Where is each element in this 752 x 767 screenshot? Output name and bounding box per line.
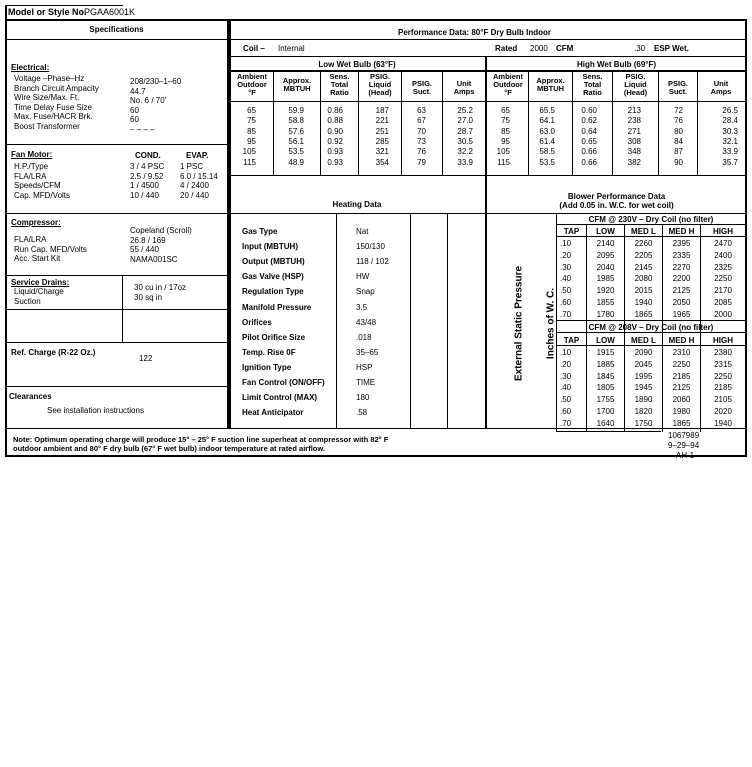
blower-col-header: MED H xyxy=(668,336,695,345)
table-cell: 382 xyxy=(627,157,641,167)
blower-cell: 1805 xyxy=(596,383,615,393)
clearances-heading: Clearances xyxy=(9,392,52,401)
heating-value: 118 / 102 xyxy=(356,257,389,267)
table-cell: 79 xyxy=(417,157,426,167)
table-cell: 221 xyxy=(375,116,389,126)
table-cell: 59.9 xyxy=(288,106,304,115)
cond-label: COND. xyxy=(135,151,161,160)
blower-cell: 2270 xyxy=(672,262,691,272)
low-col-header: Approx. MBTUH xyxy=(282,76,312,93)
table-cell: 84 xyxy=(674,136,683,146)
performance-title: Performance Data: 80°F Dry Bulb Indoor xyxy=(398,28,552,37)
table-cell: 53.5 xyxy=(288,147,304,157)
blower-cell: 1965 xyxy=(672,309,691,319)
table-cell: 0.66 xyxy=(581,157,597,167)
blower-col-header: MED H xyxy=(668,227,695,236)
heating-label: Temp. Rise 0F xyxy=(242,347,296,357)
table-cell: 58.8 xyxy=(288,116,304,126)
high-wet-bulb-title: High Wet Bulb (69°F) xyxy=(576,60,657,69)
blower-cell: .10 xyxy=(560,348,572,357)
inches-wc-label: Inches of W. C. xyxy=(545,287,557,360)
blower-cell: 1890 xyxy=(634,395,653,405)
high-col-header: PSIG. Liquid (Head) xyxy=(623,72,648,97)
clearances-text: See installation instructions xyxy=(47,406,144,415)
blower-cell: 2050 xyxy=(672,298,691,307)
blower-col-header: TAP xyxy=(563,227,580,236)
table-cell: 65 xyxy=(501,106,510,115)
blower-cell: 1945 xyxy=(634,383,653,393)
table-cell: 30.5 xyxy=(457,136,473,146)
heating-value: 150/130 xyxy=(356,242,385,252)
blower-cell: .20 xyxy=(560,359,572,369)
table-cell: 27.0 xyxy=(457,116,473,126)
blower-cell: .40 xyxy=(560,274,572,284)
blower-cell: .10 xyxy=(560,239,572,248)
blower-cell: 2250 xyxy=(672,359,691,369)
table-cell: 75 xyxy=(501,116,510,126)
table-cell: 0.88 xyxy=(327,116,343,126)
table-cell: 76 xyxy=(417,147,426,157)
heating-title: Heating Data xyxy=(332,200,382,209)
cfm-230-title: CFM @ 230V – Dry Coil (no filter) xyxy=(588,215,714,224)
heating-label: Pilot Orifice Size xyxy=(242,332,306,342)
table-cell: 348 xyxy=(627,147,641,157)
blower-col-header: LOW xyxy=(596,336,615,345)
blower-cell: 2315 xyxy=(714,359,732,369)
table-cell: 35.7 xyxy=(722,157,738,167)
high-col-header: Ambient Outdoor °F xyxy=(493,72,523,97)
blower-cell: 2085 xyxy=(714,298,732,307)
blower-cell: 2090 xyxy=(634,348,653,357)
table-cell: 75 xyxy=(247,116,256,126)
low-wet-bulb-title: Low Wet Bulb (63°F) xyxy=(318,60,396,69)
table-cell: 85 xyxy=(247,126,256,136)
blower-cell: 2170 xyxy=(714,286,732,296)
blower-cell: 2140 xyxy=(596,239,615,248)
blower-cell: .60 xyxy=(560,298,572,307)
blower-cell: 2205 xyxy=(634,250,653,260)
table-cell: 65 xyxy=(247,106,256,115)
table-cell: 0.86 xyxy=(327,106,343,115)
table-cell: 0.93 xyxy=(327,147,343,157)
heating-value: HSP xyxy=(356,362,373,372)
table-cell: 48.9 xyxy=(288,157,304,167)
blower-cell: 2380 xyxy=(714,348,732,357)
blower-cell: 2250 xyxy=(714,274,732,284)
blower-cell: 1940 xyxy=(714,418,732,428)
high-col-header: Approx. MBTUH xyxy=(536,76,565,93)
blower-cell: 2000 xyxy=(714,309,732,319)
heating-label: Limit Control (MAX) xyxy=(242,393,318,403)
blower-cell: 2020 xyxy=(714,407,732,416)
compressor-values: Copeland (Scroll) 26.8 / 169 55 / 440 NAMA001SC xyxy=(130,226,192,264)
blower-cell: 2145 xyxy=(634,262,653,272)
blower-cell: 2250 xyxy=(714,371,732,381)
blower-col-header: MED L xyxy=(631,227,656,236)
table-cell: 87 xyxy=(674,147,683,157)
table-cell: 28.7 xyxy=(457,126,473,136)
electrical-values: 208/230–1–60 44.7 No. 6 / 70' 60 60 – – – – xyxy=(130,77,182,134)
blower-cell: 2105 xyxy=(714,395,732,405)
table-cell: 105 xyxy=(242,147,256,157)
heating-value: Nat xyxy=(356,227,369,236)
electrical-heading: Electrical: xyxy=(11,63,50,72)
table-cell: 64.1 xyxy=(539,116,555,126)
heating-label: Heat Anticipator xyxy=(242,408,304,418)
compressor-labels: FLA/LRA Run Cap. MFD/Volts Acc. Start Kit xyxy=(14,235,87,263)
blower-cell: .50 xyxy=(560,395,572,405)
external-static-pressure-label: External Static Pressure xyxy=(513,265,525,382)
table-cell: 321 xyxy=(375,147,389,157)
blower-cell: 1980 xyxy=(672,407,691,416)
table-cell: 73 xyxy=(417,136,426,146)
heating-label: Gas Type xyxy=(242,227,278,236)
table-cell: 354 xyxy=(375,157,389,167)
service-drains-labels: Liquid/Charge Suction xyxy=(14,287,64,306)
table-cell: 105 xyxy=(496,147,510,157)
heating-value: 3.5 xyxy=(356,302,368,312)
blower-cell: .30 xyxy=(560,371,572,381)
blower-cell: 2040 xyxy=(596,262,615,272)
blower-cell: 1865 xyxy=(634,309,653,319)
blower-cell: 1865 xyxy=(672,418,691,428)
table-cell: 28.4 xyxy=(722,116,738,126)
table-cell: 285 xyxy=(375,136,389,146)
heating-value: 35–65 xyxy=(356,347,379,357)
blower-cell: 2080 xyxy=(634,274,653,284)
blower-cell: 2200 xyxy=(672,274,691,284)
blower-cell: 1885 xyxy=(596,359,615,369)
fan-motor-evap-values: 1 PSC 6.0 / 15.14 4 / 2400 20 / 440 xyxy=(180,162,218,200)
heating-label: Regulation Type xyxy=(242,287,304,297)
blower-cell: 1985 xyxy=(596,274,615,284)
table-cell: 90 xyxy=(674,157,683,167)
table-cell: 57.6 xyxy=(288,126,304,136)
table-cell: 72 xyxy=(674,106,683,115)
table-cell: 80 xyxy=(674,126,683,136)
blower-cell: 1995 xyxy=(634,371,653,381)
table-cell: 0.66 xyxy=(581,147,597,157)
blower-cell: 1845 xyxy=(596,371,615,381)
service-drains-heading: Service Drains: xyxy=(11,278,70,287)
heating-value: .58 xyxy=(356,408,368,418)
blower-cell: 1920 xyxy=(596,286,615,296)
table-cell: 63 xyxy=(417,106,426,115)
low-col-header: PSIG. Suct. xyxy=(411,79,432,96)
table-cell: 25.2 xyxy=(457,106,473,115)
heating-value: 180 xyxy=(356,393,370,403)
table-cell: 61.4 xyxy=(539,136,555,146)
table-cell: 238 xyxy=(627,116,641,126)
high-col-header: Unit Amps xyxy=(710,79,732,96)
high-col-header: Sens. Total Ratio xyxy=(582,72,603,97)
table-cell: 30.3 xyxy=(722,126,738,136)
evap-label: EVAP. xyxy=(186,151,209,160)
blower-col-header: HIGH xyxy=(713,227,733,236)
blower-cell: .70 xyxy=(560,309,572,319)
table-cell: 65.5 xyxy=(539,106,555,115)
blower-cell: 2470 xyxy=(714,239,732,248)
blower-title: Blower Performance Data xyxy=(567,192,666,201)
table-cell: 33.9 xyxy=(722,147,738,157)
table-cell: 251 xyxy=(375,126,389,136)
heating-value: 43/48 xyxy=(356,317,377,327)
footer-note: Note: Optimum operating charge will produce 15° – 25° F suction line superheat at compressor with 82° F outdoor ambient and 80° F dry bulb (67° F wet bulb) indoor temperature at rated airflow. xyxy=(13,435,389,453)
rated-cfm: 2000 xyxy=(530,44,548,53)
blower-cell: .50 xyxy=(560,286,572,296)
table-cell: 26.5 xyxy=(722,106,738,115)
blower-col-header: MED L xyxy=(631,336,656,345)
table-cell: 67 xyxy=(417,116,426,126)
blower-cell: 1700 xyxy=(596,407,615,416)
heating-label: Ignition Type xyxy=(242,362,292,372)
service-drains-values: 30 cu in / 17oz 30 sq in xyxy=(134,283,187,302)
table-cell: 95 xyxy=(247,136,256,146)
heating-label: Input (MBTUH) xyxy=(242,242,298,252)
table-cell: 115 xyxy=(243,157,256,167)
blower-cell: 2260 xyxy=(634,239,653,248)
blower-cell: 2325 xyxy=(714,262,732,272)
blower-cell: 2125 xyxy=(672,286,691,296)
table-cell: 0.92 xyxy=(327,136,343,146)
fan-motor-heading: Fan Motor: xyxy=(11,150,53,159)
blower-col-header: HIGH xyxy=(713,336,733,345)
fan-motor-cond-values: 3 / 4 PSC 2.5 / 9.52 1 / 4500 10 / 440 xyxy=(130,162,165,200)
blower-cell: .70 xyxy=(560,418,572,428)
doc-date: 9–29–94 xyxy=(668,441,700,450)
table-cell: 33.9 xyxy=(457,157,473,167)
ref-charge-value: 122 xyxy=(139,354,153,363)
cfm-208-title: CFM @ 208V – Dry Coil (no filter) xyxy=(588,323,714,332)
blower-cell: 2045 xyxy=(634,359,653,369)
blower-cell: 2060 xyxy=(672,395,691,405)
blower-subtitle: (Add 0.05 in. W.C. for wet coil) xyxy=(559,201,674,210)
table-cell: 0.64 xyxy=(581,126,597,136)
electrical-labels: Voltage –Phase–Hz Branch Circuit Ampacity Wire Size/Max. Ft. Time Delay Fuse Size Max. Fuse/HACR Brk. Boost Transformer xyxy=(14,74,99,131)
table-cell: 63.0 xyxy=(539,126,555,136)
table-cell: 0.93 xyxy=(327,157,343,167)
table-cell: 115 xyxy=(497,157,510,167)
blower-cell: 1755 xyxy=(596,395,615,405)
blower-cell: 2095 xyxy=(596,250,615,260)
coil-value: Internal xyxy=(278,44,305,53)
specifications-title: Specifications xyxy=(89,25,144,34)
blower-cell: 2185 xyxy=(672,371,691,381)
heating-label: Gas Valve (HSP) xyxy=(242,272,304,282)
doc-number: 1067989 xyxy=(668,431,700,440)
heating-label: Manifold Pressure xyxy=(242,302,312,312)
heating-label: Output (MBTUH) xyxy=(242,257,305,267)
rated-label: Rated xyxy=(495,44,518,53)
table-cell: 32.2 xyxy=(457,147,473,157)
heating-value: .018 xyxy=(356,332,372,342)
table-cell: 271 xyxy=(627,126,641,136)
model-label: Model or Style No. xyxy=(8,7,87,17)
blower-col-header: LOW xyxy=(596,227,615,236)
low-col-header: Sens. Total Ratio xyxy=(329,72,350,97)
blower-cell: 2335 xyxy=(672,250,691,260)
low-col-header: PSIG. Liquid (Head) xyxy=(368,72,392,97)
blower-cell: 1820 xyxy=(634,407,653,416)
table-cell: 58.5 xyxy=(539,147,555,157)
blower-cell: .60 xyxy=(560,407,572,416)
ref-charge-label: Ref. Charge (R-22 Oz.) xyxy=(11,348,96,357)
table-cell: 0.65 xyxy=(581,136,597,146)
blower-cell: .20 xyxy=(560,250,572,260)
model-value: PGAA6001K xyxy=(84,7,136,17)
coil-label: Coil – xyxy=(243,44,265,53)
blower-cell: 2395 xyxy=(672,239,691,248)
table-cell: 76 xyxy=(674,116,683,126)
table-cell: 0.60 xyxy=(581,106,597,115)
cfm-label: CFM xyxy=(556,44,574,53)
blower-cell: 1750 xyxy=(634,418,653,428)
heating-value: Snap xyxy=(356,287,375,297)
blower-cell: 1915 xyxy=(596,348,615,357)
table-cell: 70 xyxy=(417,126,426,136)
heating-value: HW xyxy=(356,272,370,282)
table-cell: 32.1 xyxy=(722,136,738,146)
table-cell: 187 xyxy=(375,106,389,115)
blower-cell: 2400 xyxy=(714,250,732,260)
blower-cell: 2310 xyxy=(672,348,691,357)
table-cell: 0.62 xyxy=(581,116,597,126)
blower-cell: 1940 xyxy=(634,298,653,307)
heating-value: TIME xyxy=(356,378,376,387)
fan-motor-labels: H.P./Type FLA/LRA Speeds/CFM Cap. MFD/Volts xyxy=(14,162,71,200)
blower-cell: 2015 xyxy=(634,286,653,296)
table-cell: 308 xyxy=(627,136,641,146)
blower-cell: .30 xyxy=(560,262,572,272)
table-cell: 56.1 xyxy=(288,136,304,146)
table-cell: 213 xyxy=(627,106,641,115)
blower-cell: 1780 xyxy=(596,309,615,319)
high-col-header: PSIG. Suct. xyxy=(667,79,688,96)
blower-col-header: TAP xyxy=(563,336,580,345)
table-cell: 53.5 xyxy=(539,157,555,167)
compressor-heading: Compressor: xyxy=(11,218,61,227)
blower-cell: 1640 xyxy=(596,418,615,428)
heating-label: Fan Control (ON/OFF) xyxy=(242,378,325,387)
blower-cell: 2185 xyxy=(714,383,732,393)
esp-value: .30 xyxy=(634,44,646,53)
esp-label: ESP Wet. xyxy=(654,44,689,53)
blower-cell: 1855 xyxy=(596,298,615,307)
heating-label: Orifices xyxy=(242,317,272,327)
table-cell: 0.90 xyxy=(327,126,343,136)
table-cell: 95 xyxy=(501,136,510,146)
table-cell: 85 xyxy=(501,126,510,136)
low-col-header: Ambient Outdoor °F xyxy=(237,72,267,97)
low-col-header: Unit Amps xyxy=(453,79,475,96)
blower-cell: .40 xyxy=(560,383,572,393)
blower-cell: 2125 xyxy=(672,383,691,393)
doc-code: AH-1 xyxy=(676,451,695,460)
